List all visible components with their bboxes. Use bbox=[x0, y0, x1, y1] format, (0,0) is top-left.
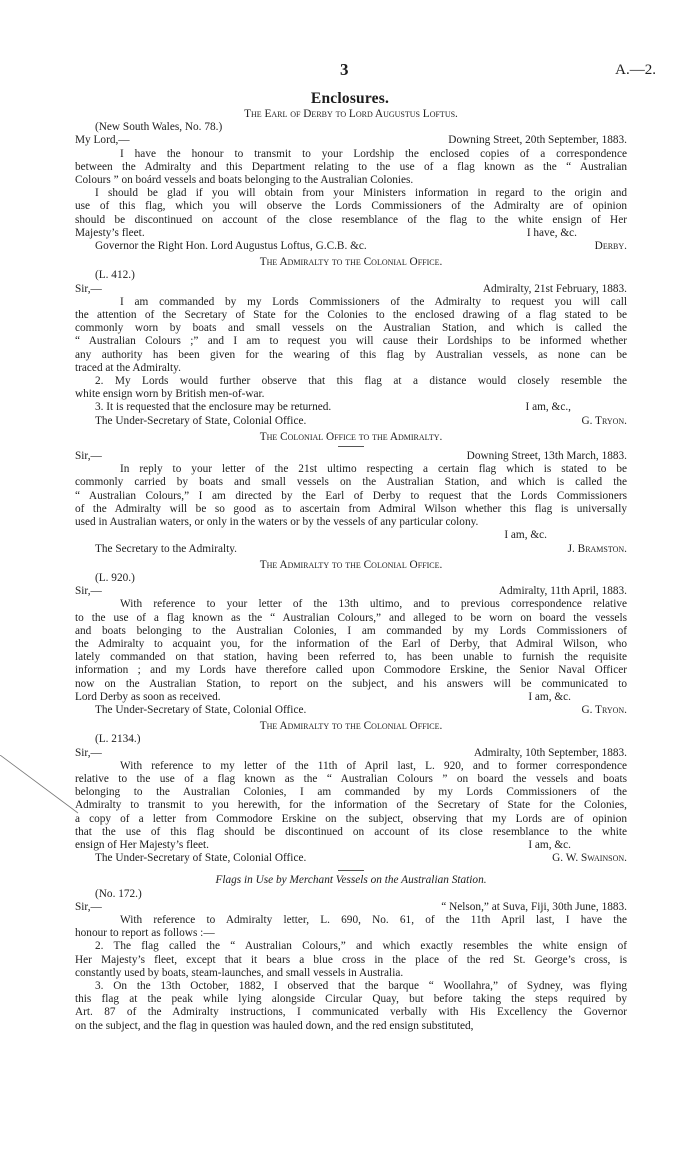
signature: G. Tryon. bbox=[581, 703, 627, 716]
letter-title: The Admiralty to the Colonial Office. bbox=[259, 256, 443, 269]
text-line: any authority has been given for the wearing of this flag by Australian vessels, as none can be bbox=[75, 348, 627, 361]
dateline: Admiralty, 10th September, 1883. bbox=[473, 746, 627, 759]
text-line: should be discontinued on account of the close resemblance of the flag to the white ensign of Her bbox=[75, 213, 627, 226]
page-reference: A.—2. bbox=[615, 62, 656, 78]
closing: I am, &c., bbox=[525, 401, 571, 414]
salutation: Sir,— bbox=[75, 450, 102, 463]
closing: I am, &c. bbox=[528, 690, 571, 703]
text-line: belonging to the Australian Colonies, I am commanded by my Lords Commissioners of the bbox=[75, 786, 627, 799]
text-line: Lord Derby as soon as received. bbox=[75, 690, 221, 703]
dateline: Admiralty, 11th April, 1883. bbox=[498, 585, 627, 598]
letter-flags-in-use bbox=[75, 870, 627, 1032]
text-line: Admiralty to transmit to you herewith, for the information of the Secretary of State for the Colonies, bbox=[75, 799, 627, 812]
letter-title: The Earl of Derby to Lord Augustus Loftus. bbox=[244, 108, 458, 120]
text-line: 3. On the 13th October, 1882, I observed that the barque “ Woollahra,” of Sydney, was flying bbox=[95, 980, 627, 992]
text-line: the attention of the Secretary of State for the Colonies to the enclosed drawing of a flag stated to be bbox=[75, 309, 627, 322]
letter-title: The Admiralty to the Colonial Office. bbox=[259, 720, 443, 733]
divider bbox=[338, 870, 364, 871]
closing: I am, &c. bbox=[504, 529, 547, 542]
text-line: With reference to my letter of the 11th of April last, L. 920, and to former correspondence bbox=[120, 759, 627, 772]
closing-line bbox=[75, 839, 627, 852]
dateline: Downing Street, 13th March, 1883. bbox=[466, 450, 627, 463]
text-line: honour to report as follows :— bbox=[75, 927, 215, 940]
letter-colonial-office-mar bbox=[75, 431, 627, 556]
text-line: I am commanded by my Lords Commissioners of the Admiralty to request you will call bbox=[120, 295, 627, 308]
text-line: lately commanded on that station, having been referred to, has been unable to furnish the requisite bbox=[75, 651, 627, 664]
salutation-line bbox=[75, 450, 627, 463]
salutation: Sir,— bbox=[75, 282, 102, 295]
addressee: The Under-Secretary of State, Colonial Office. bbox=[95, 414, 307, 427]
signature-line bbox=[75, 852, 627, 865]
text-line: now on the Australian Station, to report on the subject, and his answers will be communicated to bbox=[75, 677, 627, 690]
text-line: between the Admiralty and this Department relating to the use of a flag known as the “ Australian bbox=[75, 160, 627, 173]
letter-reference: (L. 2134.) bbox=[95, 733, 141, 746]
text-line: used in Australian waters, or only in the waters or by the vessels of any particular colony. bbox=[75, 516, 479, 529]
signature: Derby. bbox=[594, 240, 627, 253]
text-line: I have the honour to transmit to your Lordship the enclosed copies of a correspondence bbox=[120, 147, 627, 160]
signature: J. Bramston. bbox=[567, 542, 627, 555]
text-line: relative to the use of a flag known as the “ Australian Colours ” on board the vessels and boats bbox=[75, 772, 627, 785]
salutation: Sir,— bbox=[75, 585, 102, 598]
text-line: Colours ” on boárd vessels and boats belonging to the Australian Colonies. bbox=[75, 174, 414, 187]
salutation: Sir,— bbox=[75, 746, 102, 759]
text-line: ensign of Her Majesty’s fleet. bbox=[75, 838, 209, 851]
text-line: that the use of this flag should be discontinued on account of its close resemblance to the white bbox=[75, 825, 627, 838]
text-line: With reference to Admiralty letter, L. 690, No. 61, of the 11th April last, I have the bbox=[120, 913, 627, 926]
text-line: white ensign worn by British men-of-war. bbox=[75, 388, 265, 401]
text-line: and boats belonging to the Australian Colonies, I am commanded by my Lords Commissioners of bbox=[75, 624, 627, 637]
signature: G. Tryon. bbox=[581, 414, 627, 427]
letter-title bbox=[75, 874, 627, 887]
text-line: With reference to your letter of the 13th ultimo, and to previous correspondence relative bbox=[120, 598, 627, 611]
page-title: Enclosures. bbox=[310, 90, 390, 107]
letter-admiralty-sep bbox=[75, 720, 627, 865]
letter-title: The Colonial Office to the Admiralty. bbox=[259, 430, 443, 443]
text-line: a copy of a letter from Commodore Erskine on the subject, observing that my Lords are of opinion bbox=[75, 812, 627, 825]
text-line: 3. It is requested that the enclosure may be returned. bbox=[95, 401, 332, 414]
letter-reference: (L. 412.) bbox=[95, 269, 135, 282]
text-line: the Admiralty to acquaint you, for the information of the Earl of Derby, that Admiral Wilson, who bbox=[75, 637, 627, 650]
closing: I have, &c. bbox=[526, 226, 577, 239]
letters-body bbox=[75, 108, 627, 1033]
addressee: The Under-Secretary of State, Colonial Office. bbox=[95, 852, 307, 865]
text-line: traced at the Admiralty. bbox=[75, 361, 181, 374]
text-line: I should be glad if you will obtain from your Ministers information in regard to the origin and bbox=[95, 187, 627, 200]
salutation-line bbox=[75, 901, 627, 914]
salutation-line bbox=[75, 747, 627, 760]
letter-title: The Admiralty to the Colonial Office. bbox=[259, 558, 443, 571]
closing-line bbox=[75, 691, 627, 704]
letter-admiralty-apr bbox=[75, 559, 627, 717]
signature-line bbox=[75, 415, 627, 428]
text-line: 2. My Lords would further observe that this flag at a distance would closely resemble the bbox=[95, 375, 627, 388]
text-line: “ Australian Colours,” I am directed by the Earl of Derby to request that the Lords Commissioners bbox=[75, 489, 627, 502]
closing-line bbox=[75, 401, 627, 414]
page-number: 3 bbox=[340, 60, 349, 79]
salutation-line bbox=[75, 585, 627, 598]
divider bbox=[338, 446, 364, 447]
salutation: My Lord,— bbox=[75, 134, 130, 147]
text-line: In reply to your letter of the 21st ultimo respecting a certain flag which is stated to be bbox=[120, 463, 627, 476]
text-line: constantly used by boats, steam-launches, and small vessels in Australia. bbox=[75, 966, 404, 979]
signature-line bbox=[75, 240, 627, 253]
addressee: The Secretary to the Admiralty. bbox=[95, 542, 237, 555]
margin-pencil-mark bbox=[0, 755, 80, 815]
text-line: this flag at the peak while lying alongside Circular Quay, but before taking the steps required by bbox=[75, 993, 627, 1006]
salutation: Sir,— bbox=[75, 900, 102, 913]
letter-admiralty-feb bbox=[75, 256, 627, 428]
text-line: 2. The flag called the “ Australian Colours,” and which exactly resembles the white ensign of bbox=[95, 940, 627, 953]
signature-line bbox=[75, 543, 627, 556]
text-line: “ Australian Colours ;” and I am to request you will cause their Lordships to be informed whether bbox=[75, 335, 627, 348]
dateline: “ Nelson,” at Suva, Fiji, 30th June, 1883. bbox=[441, 900, 627, 913]
text-line: of the Admiralty will be so good as to ascertain from Admiral Wilson whether this flag is universally bbox=[75, 502, 627, 515]
text-line: Majesty’s fleet. bbox=[75, 226, 145, 239]
text-line: to the use of a flag known as the “ Australian Colours,” and alleged to be worn on board the vessels bbox=[75, 611, 627, 624]
letter-reference: (L. 920.) bbox=[95, 571, 135, 584]
text-line: Art. 87 of the Admiralty instructions, I communicated verbally with His Excellency the Governor bbox=[75, 1006, 627, 1019]
text-line: use of this flag, which you will observe the Lords Commissioners of the Admiralty are of opinion bbox=[75, 200, 627, 213]
salutation-line bbox=[75, 283, 627, 296]
closing-line bbox=[75, 227, 627, 240]
letter-derby-to-loftus bbox=[75, 108, 627, 253]
text-line: Her Majesty’s fleet, except that it bears a blue cross in the place of the red St. George’s cross, is bbox=[75, 953, 627, 966]
text-line: on the subject, and the flag in question was hauled down, and the red ensign substituted, bbox=[75, 1019, 474, 1032]
addressee: The Under-Secretary of State, Colonial Office. bbox=[95, 703, 307, 716]
text-line: information ; and my Lords have therefore called upon Commodore Erskine, the Senior Naval Officer bbox=[75, 664, 627, 677]
letter-reference: (No. 172.) bbox=[95, 887, 142, 900]
addressee: Governor the Right Hon. Lord Augustus Loftus, G.C.B. &c. bbox=[95, 240, 367, 253]
salutation-line bbox=[75, 134, 627, 147]
text-line: commonly worn by boats and small vessels on the Australian Station, and which is called the bbox=[75, 322, 627, 335]
dateline: Downing Street, 20th September, 1883. bbox=[448, 134, 627, 147]
dateline: Admiralty, 21st February, 1883. bbox=[482, 282, 627, 295]
closing: I am, &c. bbox=[528, 838, 571, 851]
letter-reference: (New South Wales, No. 78.) bbox=[95, 121, 223, 134]
signature-line bbox=[75, 704, 627, 717]
text-line: commonly carried by boats and small vessels on the Australian Station, and which is called the bbox=[75, 476, 627, 489]
letter-title-text: Flags in Use by Merchant Vessels on the Australian Station. bbox=[215, 874, 487, 887]
signature: G. W. Swainson. bbox=[552, 852, 627, 865]
